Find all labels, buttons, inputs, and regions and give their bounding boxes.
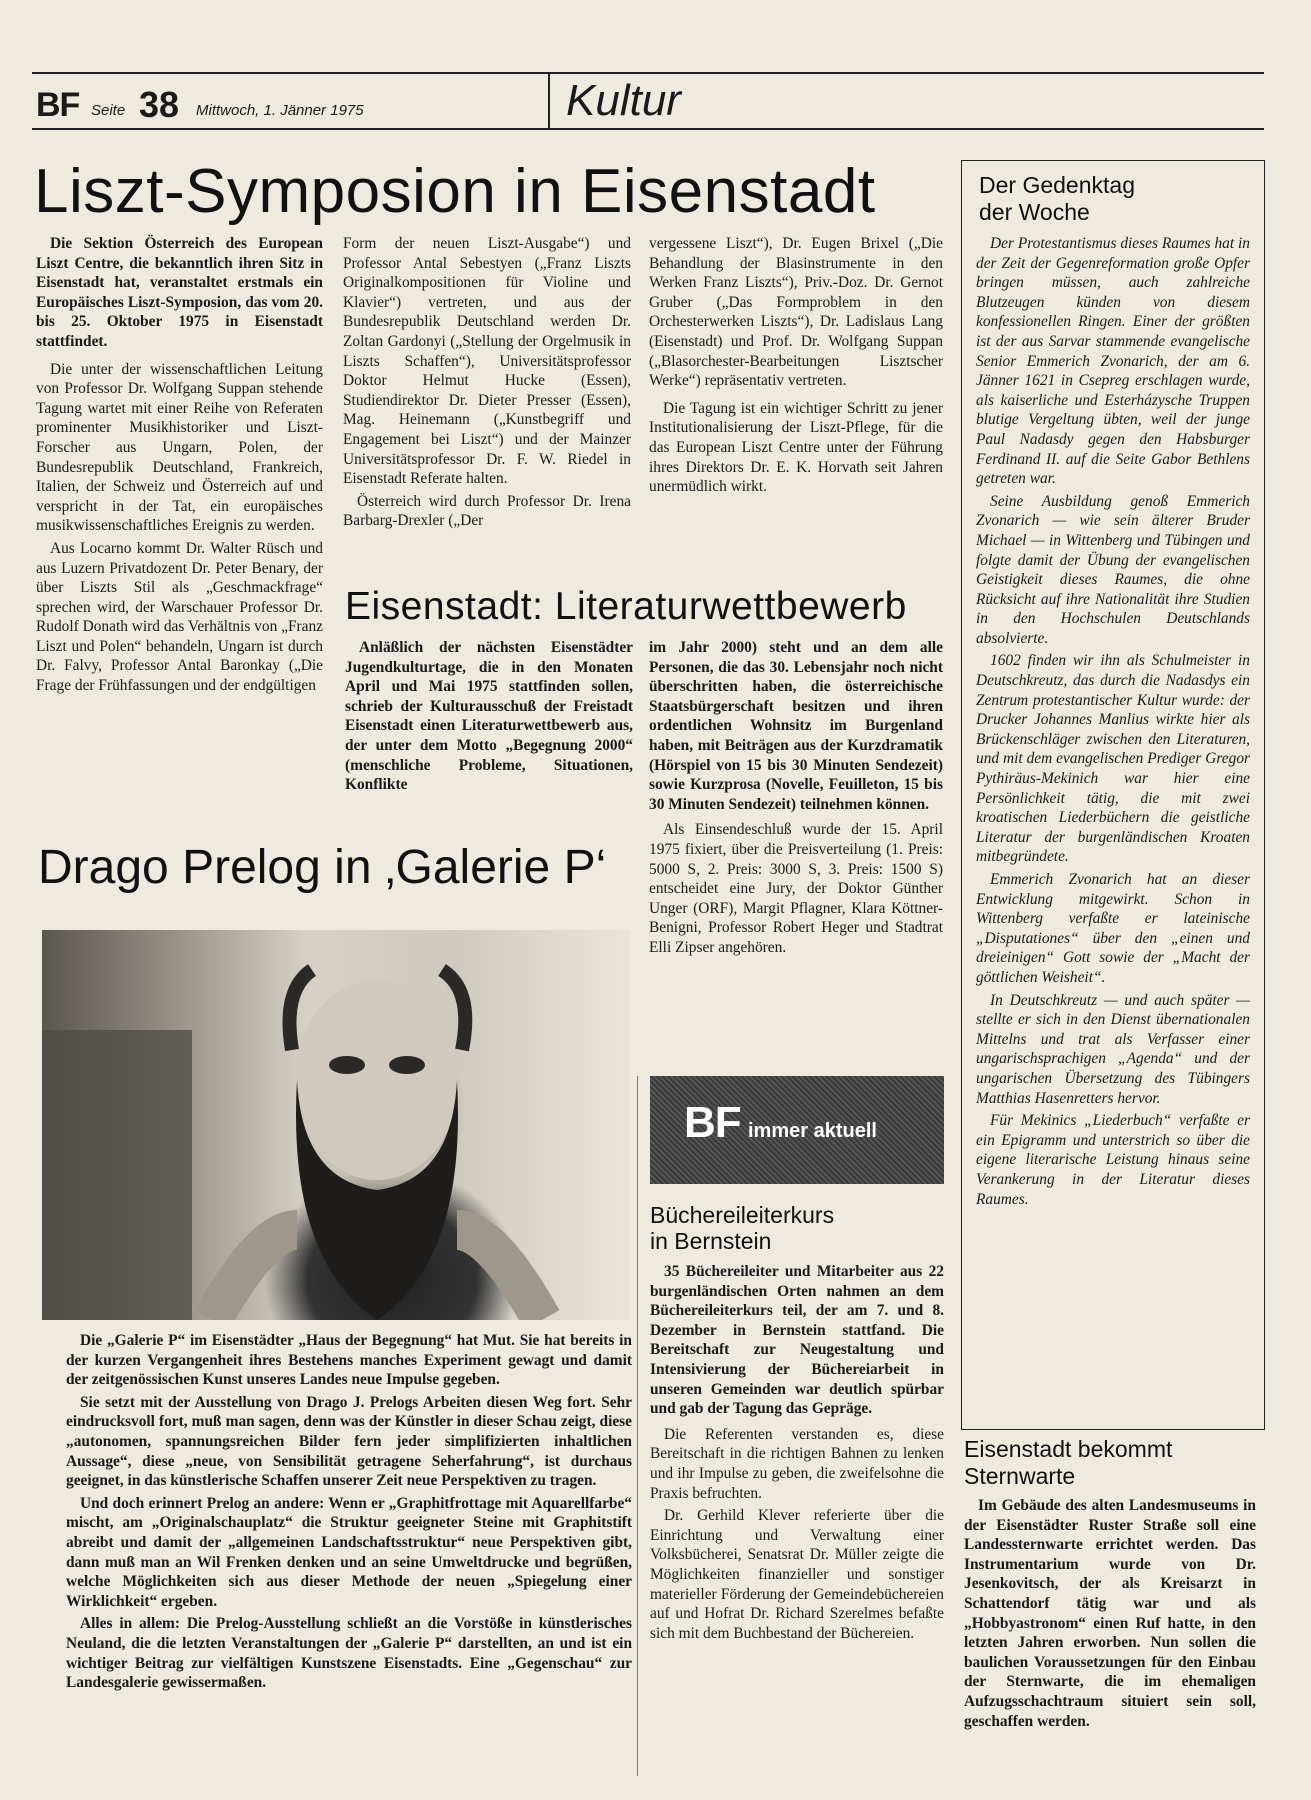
prelog-paragraph: Sie setzt mit der Ausstellung von Drago J. Prelogs Arbeiten diesen Weg fort. Sehr eindrucksvoll fort, muß man sagen, denn was der Künstler in dieser Schau zeigt, diese „autonomen, spannungsreichen Bilder fern jeder simplifizierten inhaltlichen Aussage“, diese „neue, von Sensibilität getragene Seherfahrung“, ist durchaus geeignet, in das künstlerische Schaffen unserer Zeit neue Perspektiven zu tragen. [66, 1393, 632, 1490]
buecherei-paragraph: Dr. Gerhild Klever referierte über die Einrichtung und Verwaltung einer Volksbücherei, Senatsrat Dr. Müller zeigte die Möglichkeiten finanzieller und sonstiger materieller Förderung der Gemeindebüchereien auf und Hofrat Dr. Richard Szerelmes befaßte sich mit dem Buchbestand der Büchereien. [650, 1507, 944, 1642]
literatur-headline: Eisenstadt: Literaturwettbewerb [345, 585, 907, 628]
prelog-paragraph: Alles in allem: Die Prelog-Ausstellung schließt an die Vorstöße in künstlerisches Neuland, die die letzten Veranstaltungen der „Galerie P“ darstellten, an und ist ein wichtiger Beitrag zur vielfältigen Kunstszene Eisenstadts. Eine „Gegenschau“ zur Landesgalerie gewissermaßen. [66, 1615, 632, 1692]
promo-banner [650, 1076, 944, 1184]
prelog-body [66, 1331, 632, 1696]
liszt-column-3 [649, 234, 943, 500]
liszt-column-1 [36, 234, 323, 699]
literatur-lead: Anläßlich der nächsten Eisenstädter Jugendkulturtage, die in den Monaten April und Mai 1975 stattfinden sollen, schrieb der Kulturausschuß der Freistadt Eisenstadt einen Literaturwettbewerb aus, der unter dem Motto „Begegnung 2000“ (menschliche Probleme, Situationen, Konflikte [345, 639, 633, 794]
buecherei-lead: 35 Büchereileiter und Mitarbeiter aus 22 burgenländischen Orten nahmen an dem Büchereileiterkurs teil, der am 7. und 8. Dezember in Bernstein stattfand. Die Bereitschaft zur Neugestaltung und Intensivierung der Büchereiarbeit in unseren Gemeinden war deutlich spürbar und gab der Tagung das Gepräge. [650, 1263, 944, 1418]
liszt-paragraph: Die unter der wissenschaftlichen Leitung von Professor Dr. Wolfgang Suppan stehende Tagung wartet mit einer Reihe von Referaten prominenter Musikhistoriker und Liszt-Forscher aus Ungarn, Polen, der Bundesrepublik Deutschland, Frankreich, Italien, der Schweiz und Österreich auf und verspricht in der Tat, ein europäisches musikwissenschaftliches Ereignis zu werden. [36, 360, 323, 535]
gedenktag-headline [979, 172, 1135, 226]
sternwarte-headline [964, 1436, 1172, 1490]
newspaper-logo: BF [36, 86, 80, 124]
literatur-column-2 [649, 638, 943, 961]
promo-logo: BF [684, 1098, 741, 1147]
gedenktag-paragraph: Der Protestantismus dieses Raumes hat in der Zeit der Gegenreformation große Opfer bringen müssen, auch zahlreiche Blutzeugen künden von diesem konfessionellen Ringen. Einer der größten ist der aus Sarvar stammende evangelische Senior Emmerich Zvonarich, der am 6. Jänner 1621 in Csepreg erschlagen wurde, als kaiserliche und Esterházysche Truppen blutige Vergeltung übten, weil der junge Paul Nadasdy gegen den Habsburger Ferdinand II. auf die Seite Gabor Bethlens getreten war. [976, 235, 1250, 488]
buecherei-headline [650, 1202, 834, 1254]
prelog-paragraph: Und doch erinnert Prelog an andere: Wenn er „Graphitfrottage mit Aquarellfarbe“ mischt, am „Originalschauplatz“ die Struktur geeigneter Steine mit Graphitstift abreibt und damit der „allgemeinen Landschaftsstruktur“ neue Perspektiven gibt, dann muß man an Wil Frenken denken und an seine Umweltdrucke und begrüßen, welche Möglichkeiten sich aus dieser Methode der neuen „Spiegelung einer Wirklichkeit“ ergeben. [66, 1494, 632, 1610]
page-number: 38 [139, 84, 180, 125]
prelog-paragraph: Die „Galerie P“ im Eisenstädter „Haus der Begegnung“ hat Mut. Sie hat bereits in der kurzen Vergangenheit ihres Bestehens manches Experiment gewagt und damit der zeitgenössischen Kunst unseres Landes neue Impulse gegeben. [66, 1332, 632, 1389]
liszt-column-2 [343, 234, 631, 534]
liszt-headline: Liszt-Symposion in Eisenstadt [34, 157, 876, 226]
buecherei-headline-line: Büchereileiterkurs [650, 1202, 835, 1228]
liszt-paragraph: Die Tagung ist ein wichtiger Schritt zu jener Institutionalisierung der Liszt-Pflege, für die das European Liszt Centre unter der Führung ihres Direktors Dr. E. K. Horvath seit Jahren unermüdlich wirkt. [649, 399, 943, 496]
promo-text: immer aktuell [748, 1120, 877, 1142]
gedenktag-paragraph: Für Mekinics „Liederbuch“ verfaßte er ein Epigramm und unterstrich so über die eigene literarische Leistung hinaus seine Verankerung in der Literatur dieses Raumes. [976, 1112, 1250, 1208]
liszt-lead: Die Sektion Österreich des European Liszt Centre, die bekanntlich ihren Sitz in Eisenstadt hat, veranstaltet erstmals ein Europäisches Liszt-Symposion, das vom 20. bis 25. Oktober 1975 in Eisenstadt stattfindet. [36, 235, 323, 350]
page-label: Seite [91, 102, 126, 119]
column-rule [637, 1076, 638, 1776]
buecherei-headline-line: in Bernstein [650, 1228, 772, 1254]
literatur-paragraph: Als Einsendeschluß wurde der 15. April 1975 fixiert, über die Preisverteilung (1. Preis: 5000 S, 2. Preis: 3000 S, 3. Preis: 1500 S) entscheidet eine Jury, der Doktor Günther Unger (ORF), Margit Pflagner, Klara Köttner-Benigni, Professor Robert Heger und Stadtrat Elli Zipser angehören. [649, 821, 943, 956]
section-title: Kultur [566, 76, 681, 125]
liszt-paragraph: Österreich wird durch Professor Dr. Irena Barbarg-Drexler („Der [343, 492, 631, 530]
sternwarte-paragraph: Im Gebäude des alten Landesmuseums in der Eisenstädter Ruster Straße soll eine Landessternwarte errichtet werden. Das Instrumentarium wurde von Dr. Jesenkovitsch, der als Kreisarzt in Schattendorf tätig war und als „Hobbyastronom“ einen Ruf hatte, in den letzten Jahren erworben. Nun sollen die baulichen Voraussetzungen für den Einbau der Sternwarte, die im ehemaligen Aufzugsschachtraum situiert sein soll, geschaffen werden. [964, 1497, 1256, 1730]
issue-date: Mittwoch, 1. Jänner 1975 [196, 102, 364, 119]
sternwarte-body [964, 1496, 1256, 1734]
liszt-paragraph: Form der neuen Liszt-Ausgabe“) und Professor Antal Sebestyen („Franz Liszts Originalkompositionen für Violine und Klavier“) vertreten, und aus der Bundesrepublik Deutschland werden Dr. Zoltan Gardonyi („Stellung der Orgelmusik in Liszts Schaffen“), Universitätsprofessor Doktor Helmut Hucke (Essen), Studiendirektor Dr. Dieter Presser (Essen), Mag. Heinemann („Kunstbegriff und Engagement bei Liszt“) und der Mainzer Universitätsprofessor Dr. F. W. Riedel in Eisenstadt Referate halten. [343, 235, 631, 488]
liszt-paragraph: vergessene Liszt“), Dr. Eugen Brixel („Die Behandlung der Blasinstrumente in den Werken Franz Liszts“), Priv.-Doz. Dr. Gernot Gruber („Das Formproblem in den Orchesterwerken Liszts“), Dr. Ladislaus Lang (Eisenstadt) und Prof. Dr. Wolfgang Suppan („Blasorchester-Bearbeitungen Lisztscher Werke“) repräsentativ vertreten. [649, 235, 943, 390]
liszt-paragraph: Aus Locarno kommt Dr. Walter Rüsch und aus Luzern Privatdozent Dr. Peter Benary, der über Liszts Stil als „Geschmackfrage“ sprechen wird, der Warschauer Professor Dr. Rudolf Donath wird das Verhältnis von „Franz Liszt und Polen“ behandeln, Ungarn ist durch Dr. Falvy, Professor Antal Baronkay („Die Frage der Frühfassungen und der endgültigen [36, 539, 323, 695]
buecherei-paragraph: Die Referenten verstanden es, diese Bereitschaft in die richtigen Bahnen zu lenken und ihr Impulse zu geben, die zweifelsohne die Praxis befruchten. [650, 1425, 944, 1502]
gedenktag-paragraph: Emmerich Zvonarich hat an dieser Entwicklung mitgewirkt. Schon in Wittenberg verfaßte er lateinische „Disputationes“ über den „einen und dreieinigen“ Gott sowie der „Macht der göttlichen Weisheit“. [976, 871, 1250, 986]
artist-portrait-photo [42, 930, 630, 1320]
buecherei-body [650, 1262, 944, 1646]
literatur-lead-continued: im Jahr 2000) steht und an dem alle Personen, die das 30. Lebensjahr noch nicht überschritten haben, die österreichische Staatsbürgerschaft besitzen und ihren ordentlichen Wohnsitz im Burgenland haben, mit Beiträgen aus der Kurzdramatik (Hörspiel von 15 bis 30 Minuten Sendezeit) sowie Kurzprosa (Novelle, Feuilleton, 15 bis 30 Minuten Sendezeit) teilnehmen können. [649, 639, 943, 813]
gedenktag-paragraph: Seine Ausbildung genoß Emmerich Zvonarich — wie sein älterer Bruder Michael — in Wittenberg und Tübingen und folgte damit der Übung der evangelischen Geistigkeit dieses Raumes, die ohne Rücksicht auf ihre Nationalität ihre Studien in den Hochschulen Deutschlands absolvierte. [976, 492, 1250, 647]
prelog-headline: Drago Prelog in ‚Galerie P‘ [38, 841, 607, 894]
gedenktag-paragraph: In Deutschkreutz — und auch später — stellte er sich in den Dienst übernationalen Mittelns und trat als Verfasser einer ungarischsprachigen „Agenda“ und der ungarischen Übersetzung des Tübingers Matthias Hasenretters hervor. [976, 991, 1250, 1107]
literatur-column-1 [345, 638, 633, 798]
sternwarte-headline-line: Sternwarte [964, 1463, 1076, 1489]
gedenktag-paragraph: 1602 finden wir ihn als Schulmeister in Deutschkreutz, das durch die Nadasdys ein Zentrum protestantischer Kultur wurde: der Drucker Johannes Manlius wirkte hier als Brückenschläger zwischen den Literaturen, und mit dem evangelischen Prediger Gregor Pythiräus-Mekinich war hier eine Persönlichkeit tätig, die mit zwei kroatischen Liederbüchern die geistliche Literatur der burgenländischen Kroaten mitbegründete. [976, 652, 1250, 866]
gedenktag-body [976, 234, 1250, 1212]
gedenktag-headline-line: Der Gedenktag [979, 172, 1135, 198]
gedenktag-headline-line: der Woche [979, 199, 1090, 225]
sternwarte-headline-line: Eisenstadt bekommt [964, 1436, 1173, 1462]
portrait-illustration [42, 930, 630, 1320]
